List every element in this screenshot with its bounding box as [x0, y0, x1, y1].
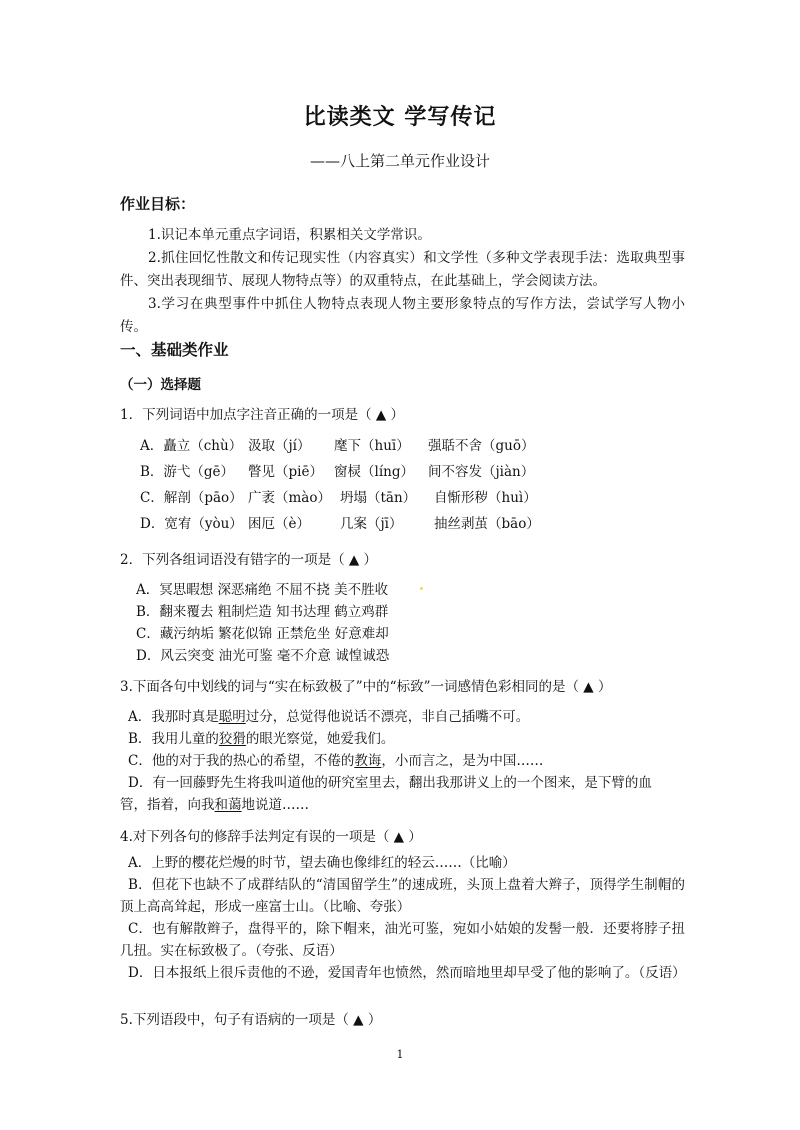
highlight-dot — [420, 587, 423, 590]
section-heading: 一、基础类作业 — [120, 341, 229, 359]
option-rest: 的眼光察觉，她爱我们。 — [245, 731, 395, 747]
option-rest: 地说道…… — [241, 797, 309, 813]
option-label: A．我那时真是 — [128, 709, 219, 725]
question-4-stem: 4.对下列各句的修辞手法判定有误的一项是（ ▲ ） — [120, 829, 422, 845]
option-label: B．我用儿童的 — [128, 731, 219, 747]
option-text: 抽丝剥茧（bāo） — [434, 516, 540, 532]
page-title: 比读类文 学写传记 — [303, 105, 497, 130]
option-text: D．宽宥（yòu） — [140, 516, 243, 532]
question-4-options — [120, 852, 685, 984]
page-subtitle: ——八上第二单元作业设计 — [309, 152, 490, 170]
option-rest: ，小而言之，是为中国…… — [381, 753, 544, 769]
underlined-word: 教诲 — [354, 753, 382, 769]
option-text: C．也有解散辫子，盘得平的，除下帽来，油光可鉴，宛如小姑娘的发髻一般．还要将脖子扭几扭。实在标致极了。（夸张、反语） — [120, 921, 685, 959]
option-text: 窗棂（líng） — [334, 464, 414, 480]
option-text: C．解剖（pāo） — [140, 490, 243, 506]
goals-list — [120, 224, 685, 339]
goal-item: 2.抓住回忆性散文和传记现实性（内容真实）和文学性（多种文学表现手法：选取典型事件、突出表现细节、展现人物特点等）的双重特点，在此基础上，学会阅读方法。 — [120, 250, 685, 289]
option-text: 瞥见（piē） — [248, 464, 323, 480]
option-text: 自惭形秽（huì） — [434, 490, 537, 506]
option-text: B．游弋（gē） — [140, 464, 235, 480]
goal-item: 3.学习在典型事件中抓住人物特点表现人物主要形象特点的写作方法，尝试学写人物小传。 — [120, 296, 685, 335]
option-text: D．风云突变 油光可鉴 毫不介意 诚惶诚恐 — [136, 648, 390, 664]
option-text: 间不容发（jiàn） — [428, 464, 535, 480]
option-text: 几案（jī） — [340, 516, 403, 532]
option-text: B．但花下也缺不了成群结队的“清国留学生”的速成班，头顶上盘着大辫子，顶得学生制帽的顶上高高耸起，形成一座富士山。（比喻、夸张） — [120, 877, 685, 915]
option-text: D．日本报纸上很斥责他的不逊，爱国青年也愤然，然而暗地里却早受了他的影响了。（反语） — [128, 965, 686, 981]
option-rest: 过分，总觉得他说话不漂亮，非自己插嘴不可。 — [245, 709, 530, 725]
option-text — [128, 749, 543, 769]
option-text: C．藏污纳垢 繁花似锦 正禁危坐 好意难却 — [136, 626, 389, 642]
option-text: 困厄（è） — [248, 516, 310, 532]
option-text: 汲取（jí） — [248, 438, 311, 454]
question-2-stem: 2．下列各组词语没有错字的一项是（ ▲ ） — [120, 552, 378, 568]
option-text — [120, 793, 309, 813]
option-label: 管，指着，向我 — [120, 797, 215, 813]
option-text — [128, 705, 529, 725]
goals-heading: 作业目标： — [120, 195, 196, 213]
question-5-stem: 5.下列语段中，句子有语病的一项是（ ▲ ） — [120, 1012, 382, 1028]
option-text: A．矗立（chù） — [140, 438, 243, 454]
option-text: 广袤（mào） — [248, 490, 331, 506]
option-text: 坍塌（tān） — [340, 490, 417, 506]
option-text: 强聒不舍（guō） — [428, 438, 535, 454]
option-text — [128, 727, 394, 747]
page-number: 1 — [396, 1048, 404, 1061]
option-text: B．翻来覆去 粗制烂造 知书达理 鹤立鸡群 — [136, 604, 389, 620]
goal-item: 1.识记本单元重点字词语，积累相关文学常识。 — [148, 227, 431, 243]
underlined-word: 聪明 — [218, 709, 246, 725]
option-text: A．上野的樱花烂熳的时节，望去确也像绯红的轻云……（比喻） — [128, 855, 516, 871]
option-text: 麾下（huī） — [334, 438, 410, 454]
underlined-word: 狡猾 — [218, 731, 246, 747]
option-text: A．冥思暇想 深恶痛绝 不屈不挠 美不胜收 — [136, 582, 389, 598]
question-3-stem: 3.下面各句中划线的词与“实在标致极了”中的“标致”一词感情色彩相同的是（ ▲ ） — [120, 679, 612, 695]
underlined-word: 和蔼 — [214, 797, 242, 813]
option-label: C．他的对于我的热心的希望，不倦的 — [128, 753, 355, 769]
option-text: D．有一回藤野先生将我叫道他的研究室里去，翻出我那讲义上的一个图来，是下臂的血 — [128, 775, 652, 791]
subsection-heading: （一）选择题 — [120, 377, 201, 393]
question-1-stem: 1．下列词语中加点字注音正确的一项是（ ▲ ） — [120, 407, 405, 423]
